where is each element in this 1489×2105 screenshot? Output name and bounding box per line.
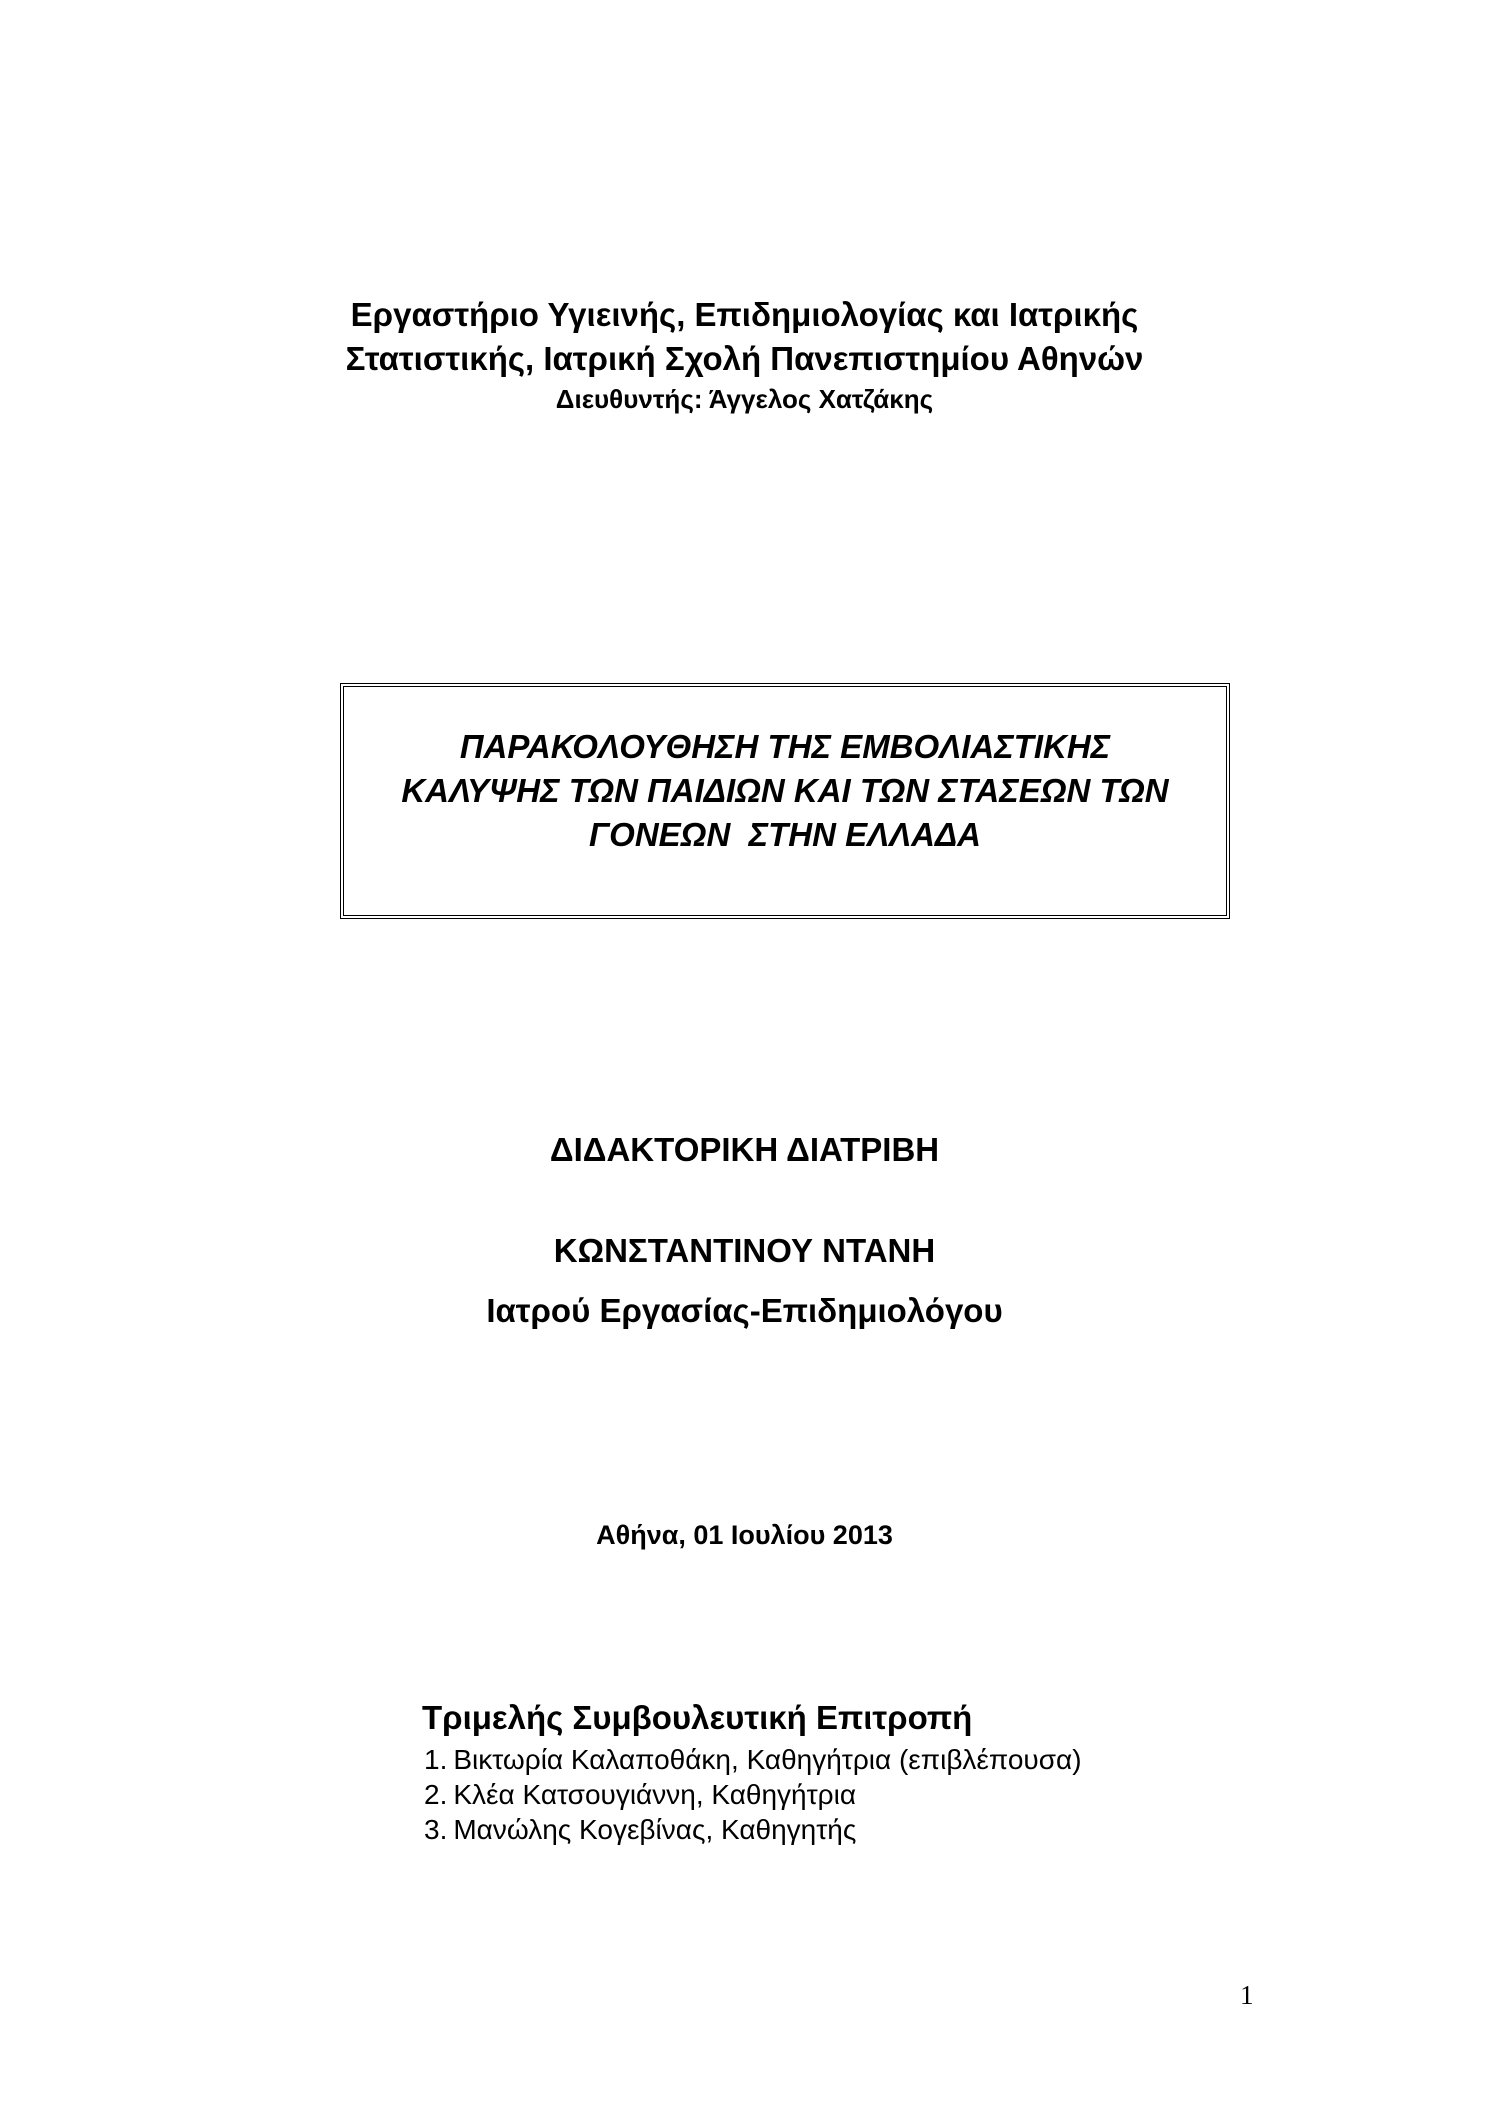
thesis-title: [344, 725, 1226, 857]
director-line: Διευθυντής: Άγγελος Χατζάκης: [555, 384, 934, 414]
committee-member: [424, 1742, 1082, 1777]
member-text: Μανώλης Κογεβίνας, Καθηγητής: [453, 1814, 857, 1845]
member-number: 1.: [424, 1744, 448, 1775]
thesis-title-line-1: ΠΑΡΑΚΟΛΟΥΘΗΣΗ ΤΗΣ ΕΜΒΟΛΙΑΣΤΙΚΗΣ: [459, 728, 1111, 765]
page-number: 1: [1240, 1980, 1254, 2010]
member-number: 3.: [424, 1814, 448, 1845]
institution-line-2: Στατιστικής, Ιατρική Σχολή Πανεπιστημίου Αθηνών: [345, 340, 1144, 377]
member-text: Κλέα Κατσουγιάννη, Καθηγήτρια: [453, 1779, 857, 1810]
thesis-title-line-3: ΓΟΝΕΩΝ ΣΤΗΝ ΕΛΛΑΔΑ: [589, 816, 981, 853]
institution-line-1: Εργαστήριο Υγιεινής, Επιδημιολογίας και Ιατρικής: [350, 296, 1139, 333]
committee-member: [424, 1777, 1082, 1812]
author-title: Ιατρού Εργασίας-Επιδημιολόγου: [486, 1292, 1003, 1329]
committee-member: [424, 1812, 1082, 1847]
member-number: 2.: [424, 1779, 448, 1810]
thesis-type-label: ΔΙΔΑΚΤΟΡΙΚΗ ΔΙΑΤΡΙΒΗ: [549, 1131, 940, 1168]
committee-heading: Τριμελής Συμβουλευτική Επιτροπή: [422, 1699, 973, 1736]
committee-members-list: [422, 1742, 1082, 1847]
thesis-title-box: [340, 683, 1230, 919]
author-name: ΚΩΝΣΤΑΝΤΙΝΟΥ ΝΤΑΝΗ: [553, 1232, 936, 1269]
advisory-committee: [422, 1698, 1082, 1847]
place-date: Αθήνα, 01 Ιουλίου 2013: [596, 1520, 893, 1550]
member-text: Βικτωρία Καλαποθάκη, Καθηγήτρια (επιβλέπουσα): [453, 1744, 1082, 1775]
thesis-title-line-2: ΚΑΛΥΨΗΣ ΤΩΝ ΠΑΙΔΙΩΝ ΚΑΙ ΤΩΝ ΣΤΑΣΕΩΝ ΤΩΝ: [401, 772, 1169, 809]
